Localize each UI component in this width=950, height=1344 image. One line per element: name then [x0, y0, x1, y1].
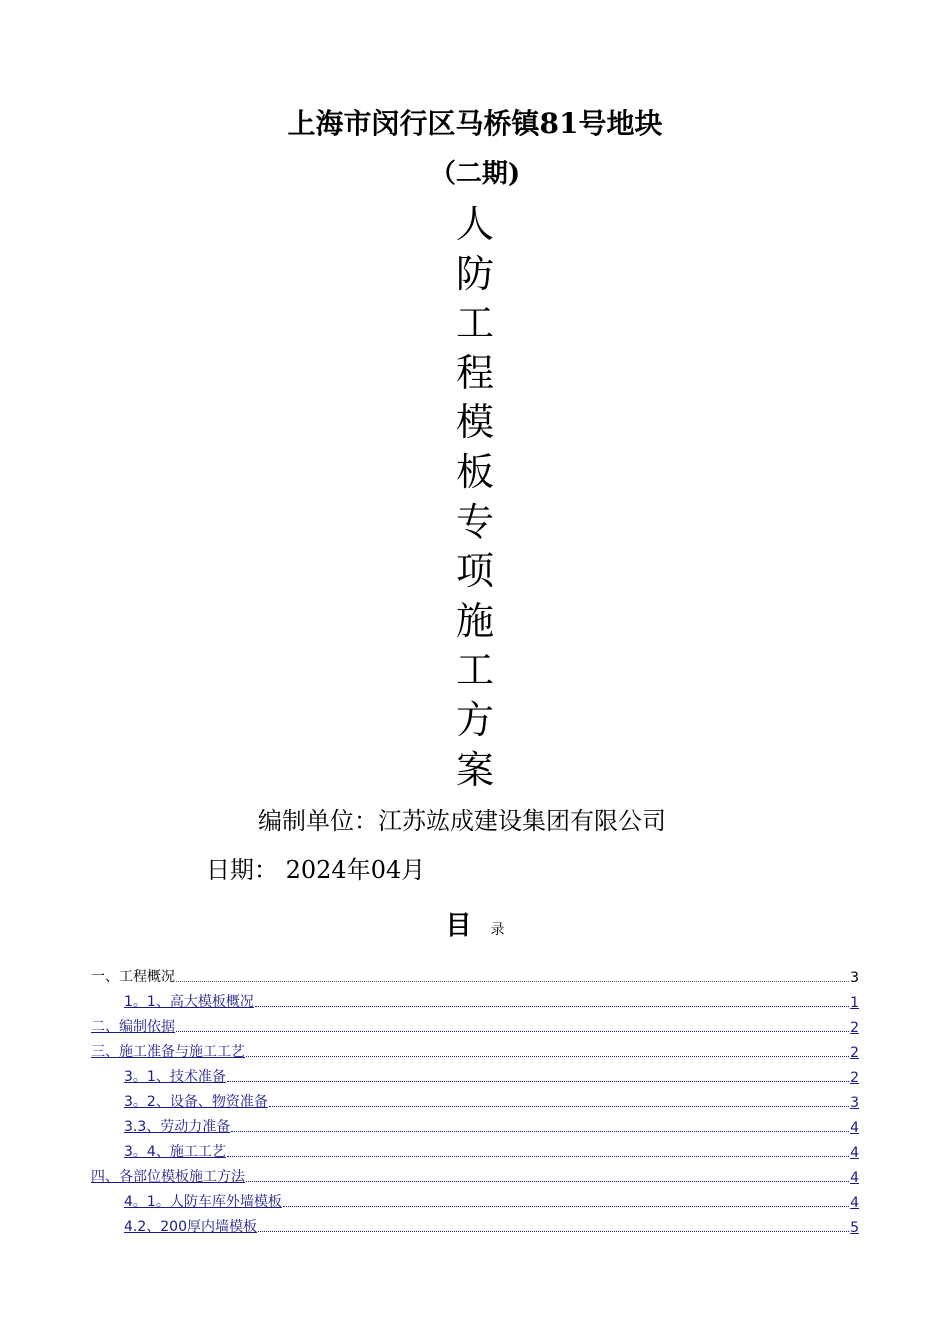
- toc-entry-page[interactable]: 2: [850, 1020, 859, 1036]
- compiling-unit: 编制单位：江苏竑成建设集团有限公司: [258, 807, 666, 835]
- vertical-title-char: 方: [455, 697, 494, 742]
- vertical-title-char: 工: [455, 648, 494, 693]
- vertical-title-char: 防: [455, 251, 494, 296]
- toc-entry-label[interactable]: 三、施工准备与施工工艺: [91, 1044, 245, 1060]
- toc-entry[interactable]: [91, 1136, 859, 1161]
- toc-dot-leader: [255, 1006, 849, 1007]
- toc-entry-page[interactable]: 4: [850, 1145, 859, 1161]
- toc-entry-label[interactable]: 4。1。人防车库外墙模板: [124, 1194, 282, 1210]
- toc-entry-label[interactable]: 4.2、200厚内墙模板: [124, 1219, 257, 1235]
- toc-dot-leader: [176, 1031, 849, 1032]
- toc-entry-label[interactable]: 四、各部位模板施工方法: [91, 1169, 245, 1185]
- vertical-title-char: 板: [455, 449, 494, 494]
- toc-heading-sub: 录: [490, 922, 505, 938]
- toc-heading-main: 目: [445, 911, 472, 941]
- toc-entry-page[interactable]: 1: [850, 995, 859, 1011]
- toc-entry[interactable]: [91, 1211, 859, 1236]
- toc-dot-leader: [227, 1156, 849, 1157]
- toc-entry[interactable]: [91, 1186, 859, 1211]
- toc-entry-page[interactable]: 4: [850, 1120, 859, 1136]
- vertical-title-char: 专: [455, 499, 494, 544]
- toc-heading: [0, 905, 950, 942]
- toc-entry[interactable]: [91, 1111, 859, 1136]
- toc-entry-page[interactable]: 3: [850, 1095, 859, 1111]
- toc-entry-label[interactable]: 3。4、施工工艺: [124, 1144, 226, 1160]
- toc-dot-leader: [246, 1056, 849, 1057]
- toc-dot-leader: [258, 1231, 849, 1232]
- toc-dot-leader: [269, 1106, 849, 1107]
- toc-entry-label: 一、工程概况: [91, 969, 175, 985]
- compile-date: 日期： 2024年04月: [206, 856, 426, 884]
- toc-entry[interactable]: [91, 1011, 859, 1036]
- vertical-title-char: 案: [455, 747, 494, 792]
- toc-entry-page[interactable]: 2: [850, 1045, 859, 1061]
- toc-dot-leader: [283, 1206, 849, 1207]
- toc-entry-label[interactable]: 3。1、技术准备: [124, 1069, 226, 1085]
- toc-entry-label[interactable]: 3。2、设备、物资准备: [124, 1094, 268, 1110]
- vertical-title: [0, 200, 950, 795]
- toc-dot-leader: [246, 1181, 849, 1182]
- toc-entry[interactable]: [91, 1086, 859, 1111]
- toc-entry: [91, 961, 859, 986]
- toc-entry-page[interactable]: 2: [850, 1070, 859, 1086]
- toc-entry-page: 3: [850, 970, 859, 986]
- toc-dot-leader: [227, 1081, 849, 1082]
- vertical-title-char: 模: [455, 400, 494, 445]
- toc-entry-label[interactable]: 二、编制依据: [91, 1019, 175, 1035]
- toc-dot-leader: [231, 1131, 849, 1132]
- toc-entry-label[interactable]: 3.3、劳动力准备: [124, 1119, 231, 1135]
- vertical-title-char: 项: [455, 549, 494, 594]
- toc-entry-page[interactable]: 5: [850, 1220, 859, 1236]
- toc-entry-page[interactable]: 4: [850, 1195, 859, 1211]
- cover-title-line1: 上海市闵行区马桥镇81号地块: [287, 107, 663, 140]
- vertical-title-char: 施: [455, 598, 494, 643]
- toc-entry[interactable]: [91, 986, 859, 1011]
- toc-entry[interactable]: [91, 1036, 859, 1061]
- toc-entry[interactable]: [91, 1061, 859, 1086]
- vertical-title-char: 工: [455, 301, 494, 346]
- vertical-title-char: 程: [455, 350, 494, 395]
- vertical-title-char: 人: [455, 202, 494, 246]
- toc-entry[interactable]: [91, 1161, 859, 1186]
- cover-title-line2: （二期): [429, 159, 521, 189]
- toc-entry-label[interactable]: 1。1、高大模板概况: [124, 994, 254, 1010]
- table-of-contents: [91, 961, 859, 1236]
- toc-dot-leader: [176, 981, 849, 982]
- toc-entry-page[interactable]: 4: [850, 1170, 859, 1186]
